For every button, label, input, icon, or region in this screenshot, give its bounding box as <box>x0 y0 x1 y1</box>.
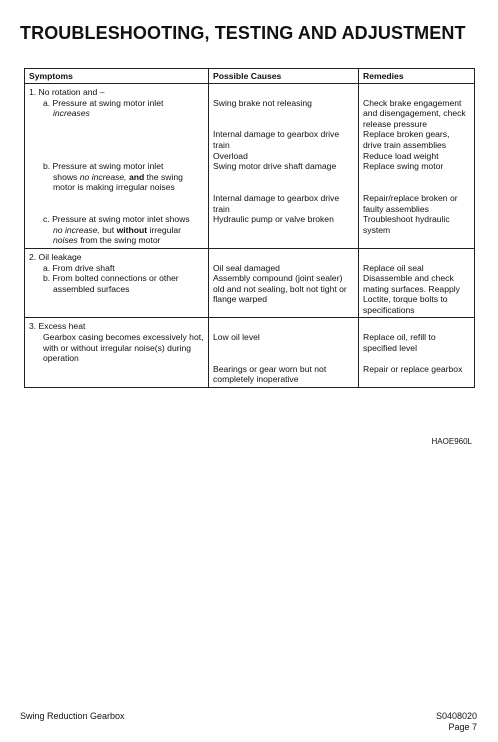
remedy-2a-1: Replace oil seal <box>359 263 475 274</box>
footer-title: Swing Reduction Gearbox <box>20 711 125 721</box>
table-row <box>25 161 475 193</box>
section-heading-row <box>25 84 475 98</box>
table-row <box>25 364 475 388</box>
remedy-1b-2: Repair/replace broken or faulty assemblies <box>359 193 475 214</box>
cause-1b-2: Internal damage to gearbox drive train <box>209 193 359 214</box>
header-symptoms: Symptoms <box>25 69 209 84</box>
section-1-heading: 1. No rotation and – <box>25 84 209 98</box>
table-row <box>25 273 475 318</box>
remedy-3-1: Replace oil, refill to specified level <box>359 332 475 364</box>
table-row <box>25 193 475 214</box>
section-heading-row <box>25 318 475 332</box>
symptom-1a: a. Pressure at swing motor inlet increases <box>25 98 209 130</box>
table-header-row <box>25 69 475 84</box>
troubleshooting-table <box>24 68 475 388</box>
figure-code: HAOE960L <box>431 437 472 446</box>
footer-page-info <box>436 711 477 733</box>
symptom-1c: c. Pressure at swing motor inlet shows no increase, but without irregular noises from the swing motor <box>25 214 209 248</box>
remedy-1b-1: Replace swing motor <box>359 161 475 193</box>
remedy-3-2: Repair or replace gearbox <box>359 364 475 388</box>
table-row <box>25 332 475 364</box>
header-possible-causes: Possible Causes <box>209 69 359 84</box>
cause-3-2: Bearings or gear worn but not completely inoperative <box>209 364 359 388</box>
remedy-1c-1: Troubleshoot hydraulic system <box>359 214 475 248</box>
symptom-1b: b. Pressure at swing motor inlet shows no increase, and the swing motor is making irregular noises <box>25 161 209 193</box>
cause-2b-1: Assembly compound (joint sealer) old and not sealing, bolt not tight or flange warped <box>209 273 359 318</box>
section-3-heading: 3. Excess heat <box>25 318 209 332</box>
cause-2a-1: Oil seal damaged <box>209 263 359 274</box>
cause-1a-1: Swing brake not releasing <box>209 98 359 130</box>
symptom-3: Gearbox casing becomes excessively hot, with or without irregular noise(s) during operation <box>25 332 209 364</box>
cause-1c-1: Hydraulic pump or valve broken <box>209 214 359 248</box>
table-row <box>25 98 475 130</box>
section-heading-row <box>25 248 475 262</box>
table-row <box>25 263 475 274</box>
remedy-2b-1: Disassemble and check mating surfaces. Reapply Loctite, torque bolts to specifications <box>359 273 475 318</box>
cause-3-1: Low oil level <box>209 332 359 364</box>
remedy-1a-2: Replace broken gears, drive train assemblies <box>359 129 475 150</box>
page-title: TROUBLESHOOTING, TESTING AND ADJUSTMENT <box>20 23 466 43</box>
table-row <box>25 214 475 248</box>
header-remedies: Remedies <box>359 69 475 84</box>
cause-1a-3: Overload <box>209 151 359 162</box>
symptom-2a: a. From drive shaft <box>25 263 209 274</box>
document-number: S0408020 <box>435 711 477 721</box>
table-row <box>25 129 475 150</box>
symptom-2b: b. From bolted connections or other assembled surfaces <box>25 273 209 318</box>
cause-1a-2: Internal damage to gearbox drive train <box>209 129 359 150</box>
cause-1b-1: Swing motor drive shaft damage <box>209 161 359 193</box>
table-row <box>25 151 475 162</box>
page-number: Page 7 <box>448 722 477 732</box>
remedy-1a-1: Check brake engagement and disengagement, check release pressure <box>359 98 475 130</box>
section-2-heading: 2. Oil leakage <box>25 248 209 262</box>
remedy-1a-3: Reduce load weight <box>359 151 475 162</box>
